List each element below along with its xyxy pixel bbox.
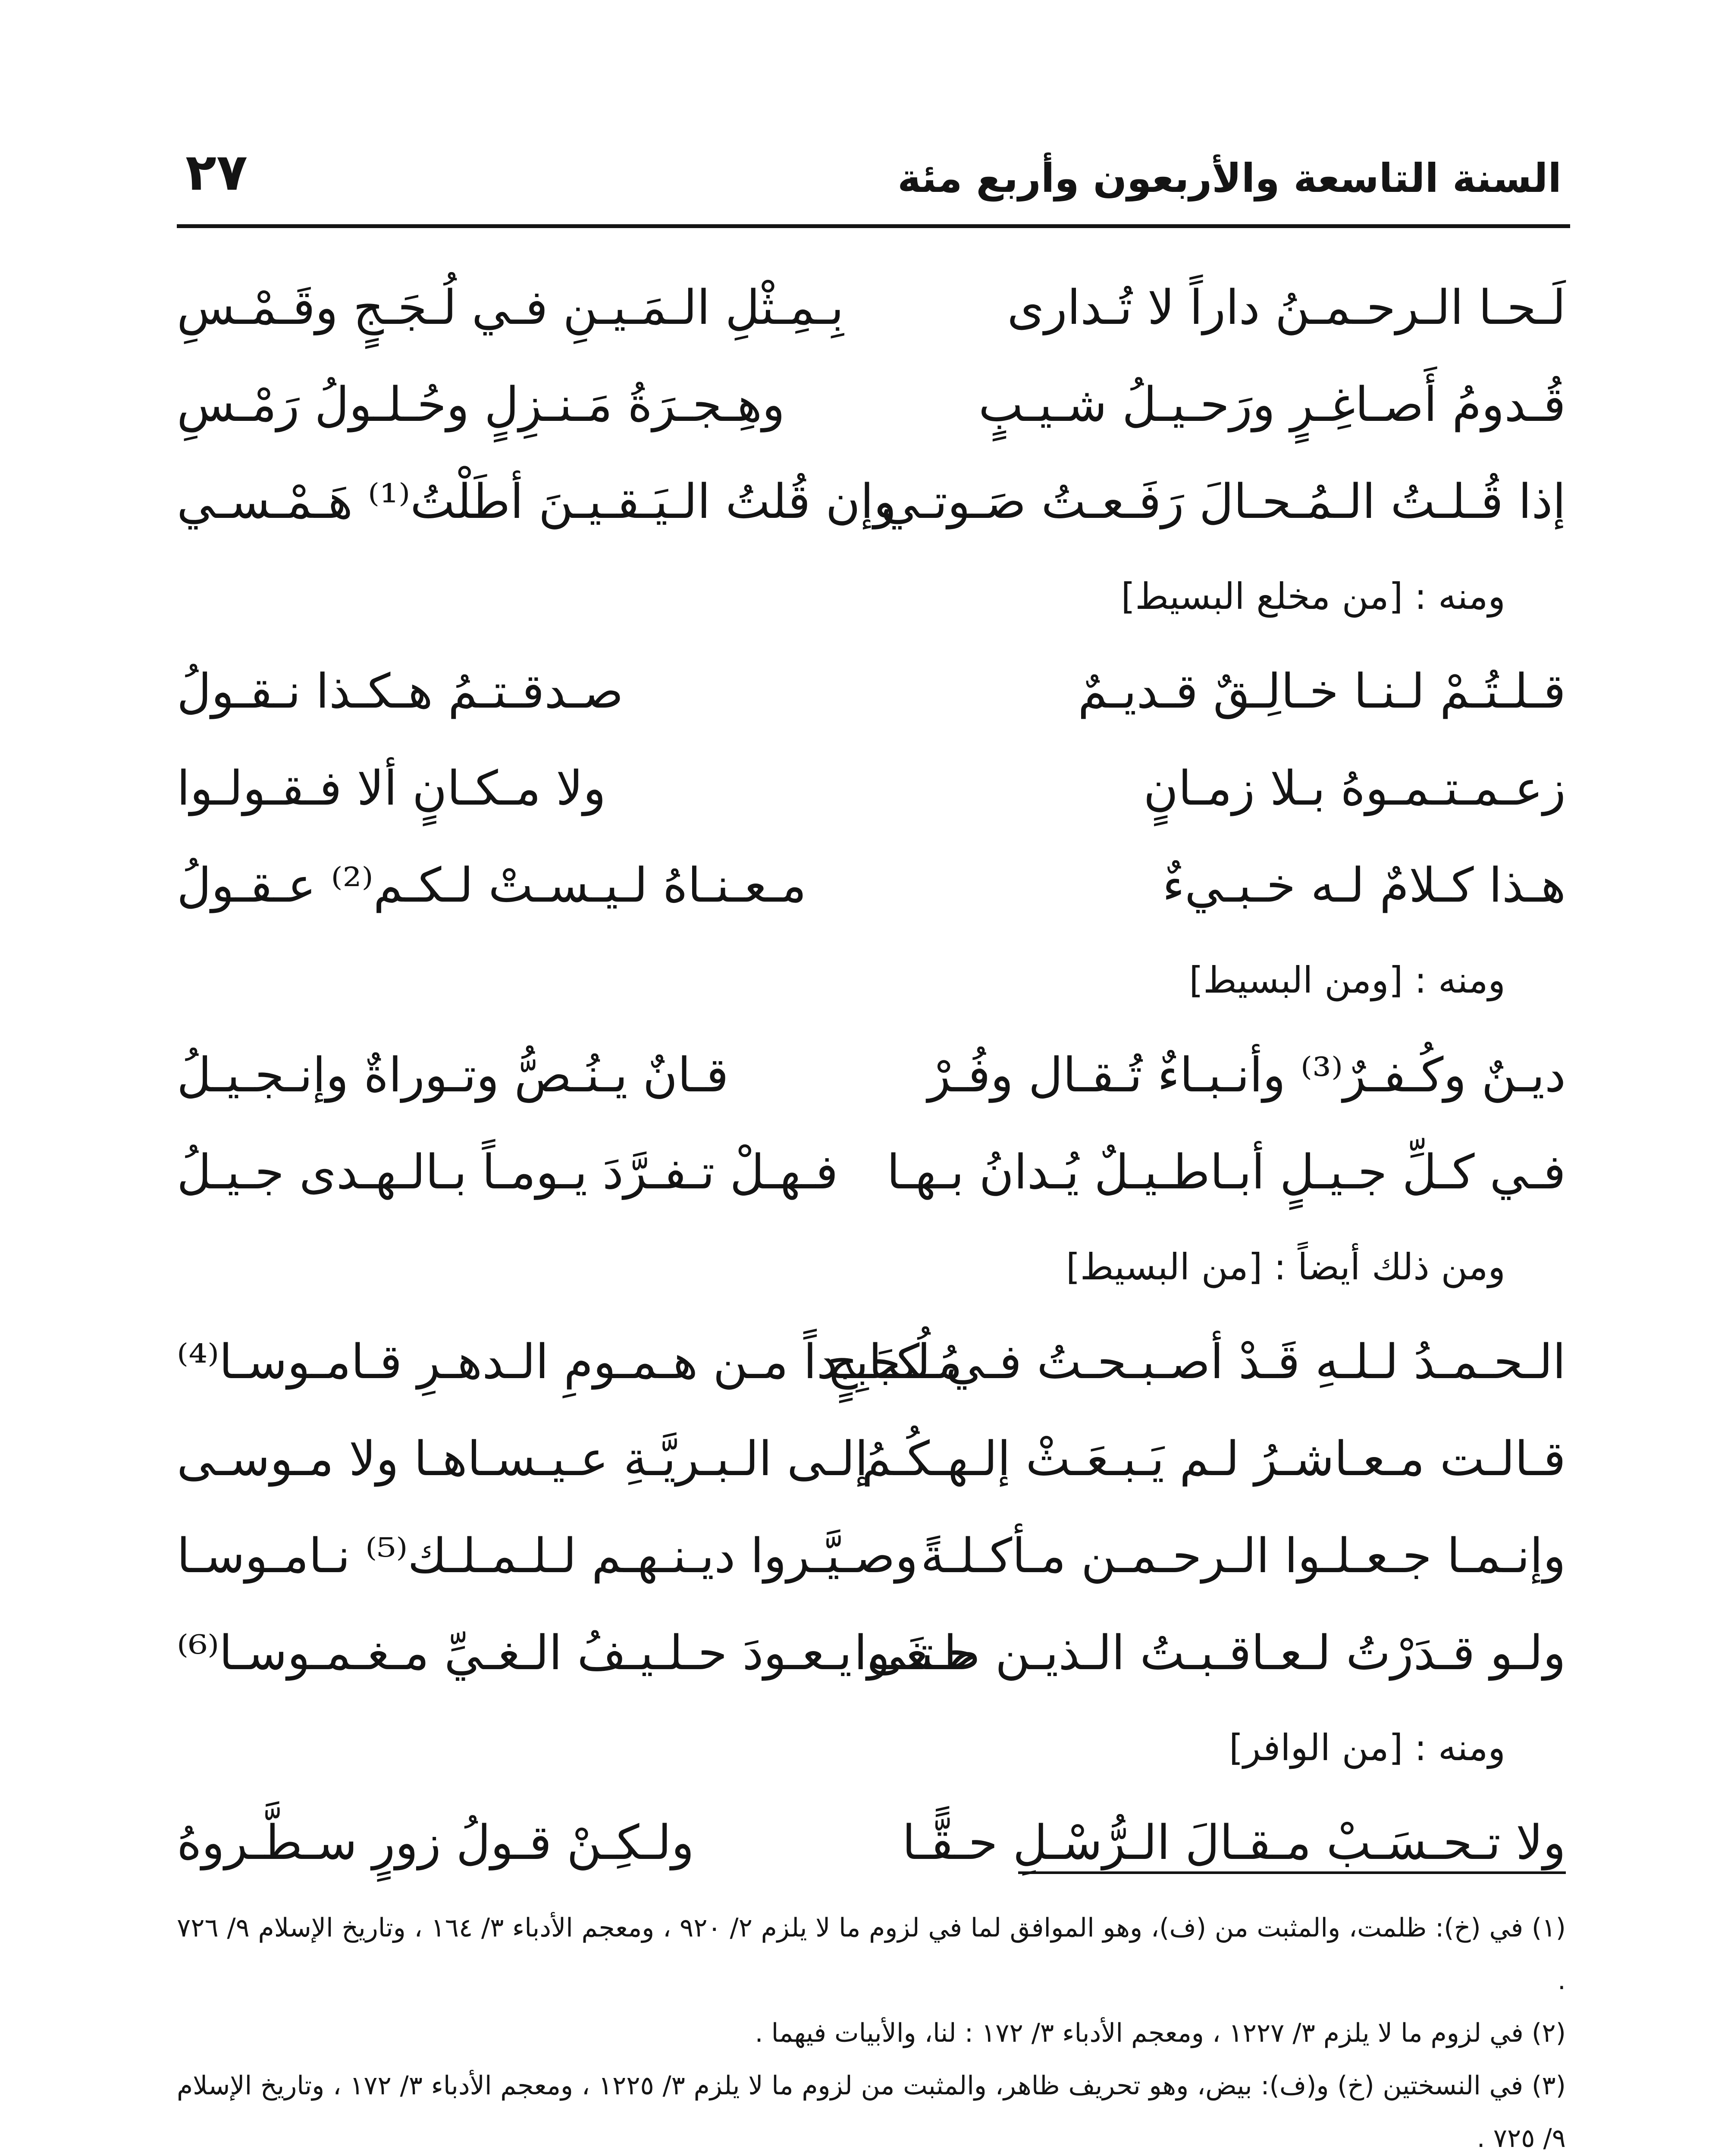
meter-label-text: ومنه : [من الوافر] bbox=[1229, 1726, 1505, 1769]
meter-label bbox=[177, 550, 1566, 642]
verse-line bbox=[177, 356, 1566, 453]
verse-line bbox=[177, 1604, 1566, 1701]
meter-label bbox=[177, 1220, 1566, 1313]
meter-label-text: ومنه : [ومن البسيط] bbox=[1189, 959, 1505, 1001]
verse-first-hemistich: فـي كـلِّ جـيـلٍ أبـاطـيـلٌ يُـدانُ بـهـا bbox=[887, 1144, 1566, 1200]
footnotes bbox=[177, 1902, 1566, 2156]
verse-line bbox=[177, 453, 1566, 550]
verse-second-hemistich: وهِـجـرَةُ مَـنـزِلٍ وحُـلـولُ رَمْـسِ bbox=[177, 376, 785, 432]
footnote: (٣) في النسختين (خ) و(ف): بيض، وهو تحريف ظاهر، والمثبت من لزوم ما لا يلزم ٣/ ١٢٢٥ ، ومعجم الأدباء ٣/ ١٧٢ ، وتاريخ الإسلام ٩/ ٧٢٥ . bbox=[177, 2071, 1566, 2153]
meter-label bbox=[177, 934, 1566, 1026]
verse-second-hemistich: مُـكـابِـداً مـن هـمـومِ الـدهـرِ قـامـوسـا⁽⁴⁾ bbox=[177, 1334, 963, 1389]
meter-label-text: ومنه : [من مخلع البسيط] bbox=[1121, 575, 1505, 617]
meter-label bbox=[177, 1701, 1566, 1794]
verse-first-hemistich: قُـدومُ أَصـاغِـرٍ ورَحـيـلُ شـيـبٍ bbox=[978, 376, 1566, 432]
footnote-rule bbox=[1018, 1871, 1566, 1874]
verse-first-hemistich: ولا تـحـسَـبْ مـقـالَ الـرُّسْـلِ حـقًّـا bbox=[902, 1814, 1566, 1870]
verse-first-hemistich: لَـحـا الـرحـمـنُ داراً لا تُـدارى bbox=[1007, 279, 1566, 335]
verse-second-hemistich: حـتـى يـعـودَ حـلـيـفُ الـغـيِّ مـغـمـوسـا⁽⁶⁾ bbox=[177, 1625, 978, 1680]
verse-second-hemistich: صـدقـتـمُ هـكـذا نـقـولُ bbox=[177, 663, 624, 719]
footnote: (١) في (خ): ظلمت، والمثبت من (ف)، وهو الموافق لما في لزوم ما لا يلزم ٢/ ٩٢٠ ، ومعجم الأدباء ٣/ ١٦٤ ، وتاريخ الإسلام ٩/ ٧٢٦ . bbox=[177, 1913, 1566, 1996]
verse-line bbox=[177, 642, 1566, 740]
verse-line bbox=[177, 1123, 1566, 1220]
verse-first-hemistich: الـحـمـدُ لـلـهِ قَـدْ أصـبـحـتُ فـي لُـجَـجٍ bbox=[827, 1334, 1566, 1389]
poem-body bbox=[177, 259, 1566, 1891]
verse-line bbox=[177, 1313, 1566, 1410]
header-rule bbox=[177, 224, 1570, 228]
verse-line bbox=[177, 259, 1566, 356]
verse-second-hemistich: ولا مـكـانٍ ألا فـقـولـوا bbox=[177, 760, 606, 816]
running-title: السنة التاسعة والأربعون وأربع مئة bbox=[897, 155, 1562, 201]
verse-first-hemistich: هـذا كـلامٌ لـه خـبـيءٌ bbox=[1162, 857, 1566, 913]
verse-second-hemistich: وصـيَّـروا ديـنـهـم لـلـمـلـك⁽⁵⁾ نـامـوسـا bbox=[177, 1528, 918, 1583]
verse-second-hemistich: ولـكِـنْ قـولُ زورٍ سـطَّـروهُ bbox=[177, 1814, 694, 1870]
verse-first-hemistich: قـلـتُـمْ لـنـا خـالِـقٌ قـديـمٌ bbox=[1078, 663, 1566, 719]
verse-first-hemistich: ديـنٌ وكُـفـرٌ⁽³⁾ وأنـبـاءٌ تُـقـال وفُـرْ bbox=[928, 1047, 1566, 1103]
verse-line bbox=[177, 1026, 1566, 1123]
verse-second-hemistich: مـعـنـاهُ لـيـسـتْ لـكـم⁽²⁾ عـقـولُ bbox=[177, 857, 806, 913]
verse-first-hemistich: ولـو قـدَرْتُ لـعـاقـبـتُ الـذيـن طـغَـوا bbox=[854, 1625, 1566, 1680]
meter-label-text: ومن ذلك أيضاً : [من البسيط] bbox=[1066, 1245, 1505, 1288]
verse-first-hemistich: زعـمـتـمـوهُ بـلا زمـانٍ bbox=[1143, 760, 1566, 816]
verse-second-hemistich: إلـى الـبـريَّـةِ عـيـسـاهـا ولا مـوسـى bbox=[177, 1431, 868, 1486]
verse-line bbox=[177, 837, 1566, 934]
verse-first-hemistich: وإنـمـا جـعـلـوا الـرحـمـن مـأكـلـةً bbox=[921, 1528, 1566, 1583]
verse-second-hemistich: قـانٌ يـنُـصُّ وتـوراةٌ وإنـجـيـلُ bbox=[177, 1047, 729, 1103]
verse-line bbox=[177, 1507, 1566, 1604]
verse-line bbox=[177, 1410, 1566, 1507]
verse-second-hemistich: فـهـلْ تـفـرَّدَ يـومـاً بـالـهـدى جـيـلُ bbox=[177, 1144, 838, 1200]
footnote: (٢) في لزوم ما لا يلزم ٣/ ١٢٢٧ ، ومعجم الأدباء ٣/ ١٧٢ : لنا، والأبيات فيهما . bbox=[755, 2018, 1566, 2048]
page-number: ٢٧ bbox=[185, 142, 248, 202]
verse-second-hemistich: بِـمِـثْلِ الـمَـيـنِ فـي لُـجَـجٍ وقَـمْـسِ bbox=[177, 279, 844, 335]
verse-first-hemistich: إذا قُـلـتُ الـمُـحـالَ رَفَـعـتُ صَـوتـي bbox=[881, 473, 1566, 529]
verse-line bbox=[177, 740, 1566, 837]
verse-line bbox=[177, 1794, 1566, 1891]
verse-second-hemistich: وإن قُلتُ الـيَـقـيـنَ أطَلْتُ⁽¹⁾ هَـمْـسـي bbox=[177, 473, 897, 529]
verse-first-hemistich: قـالـت مـعـاشـرُ لـم يَـبـعَـثْ إلـهـكُـمُ bbox=[862, 1431, 1566, 1486]
